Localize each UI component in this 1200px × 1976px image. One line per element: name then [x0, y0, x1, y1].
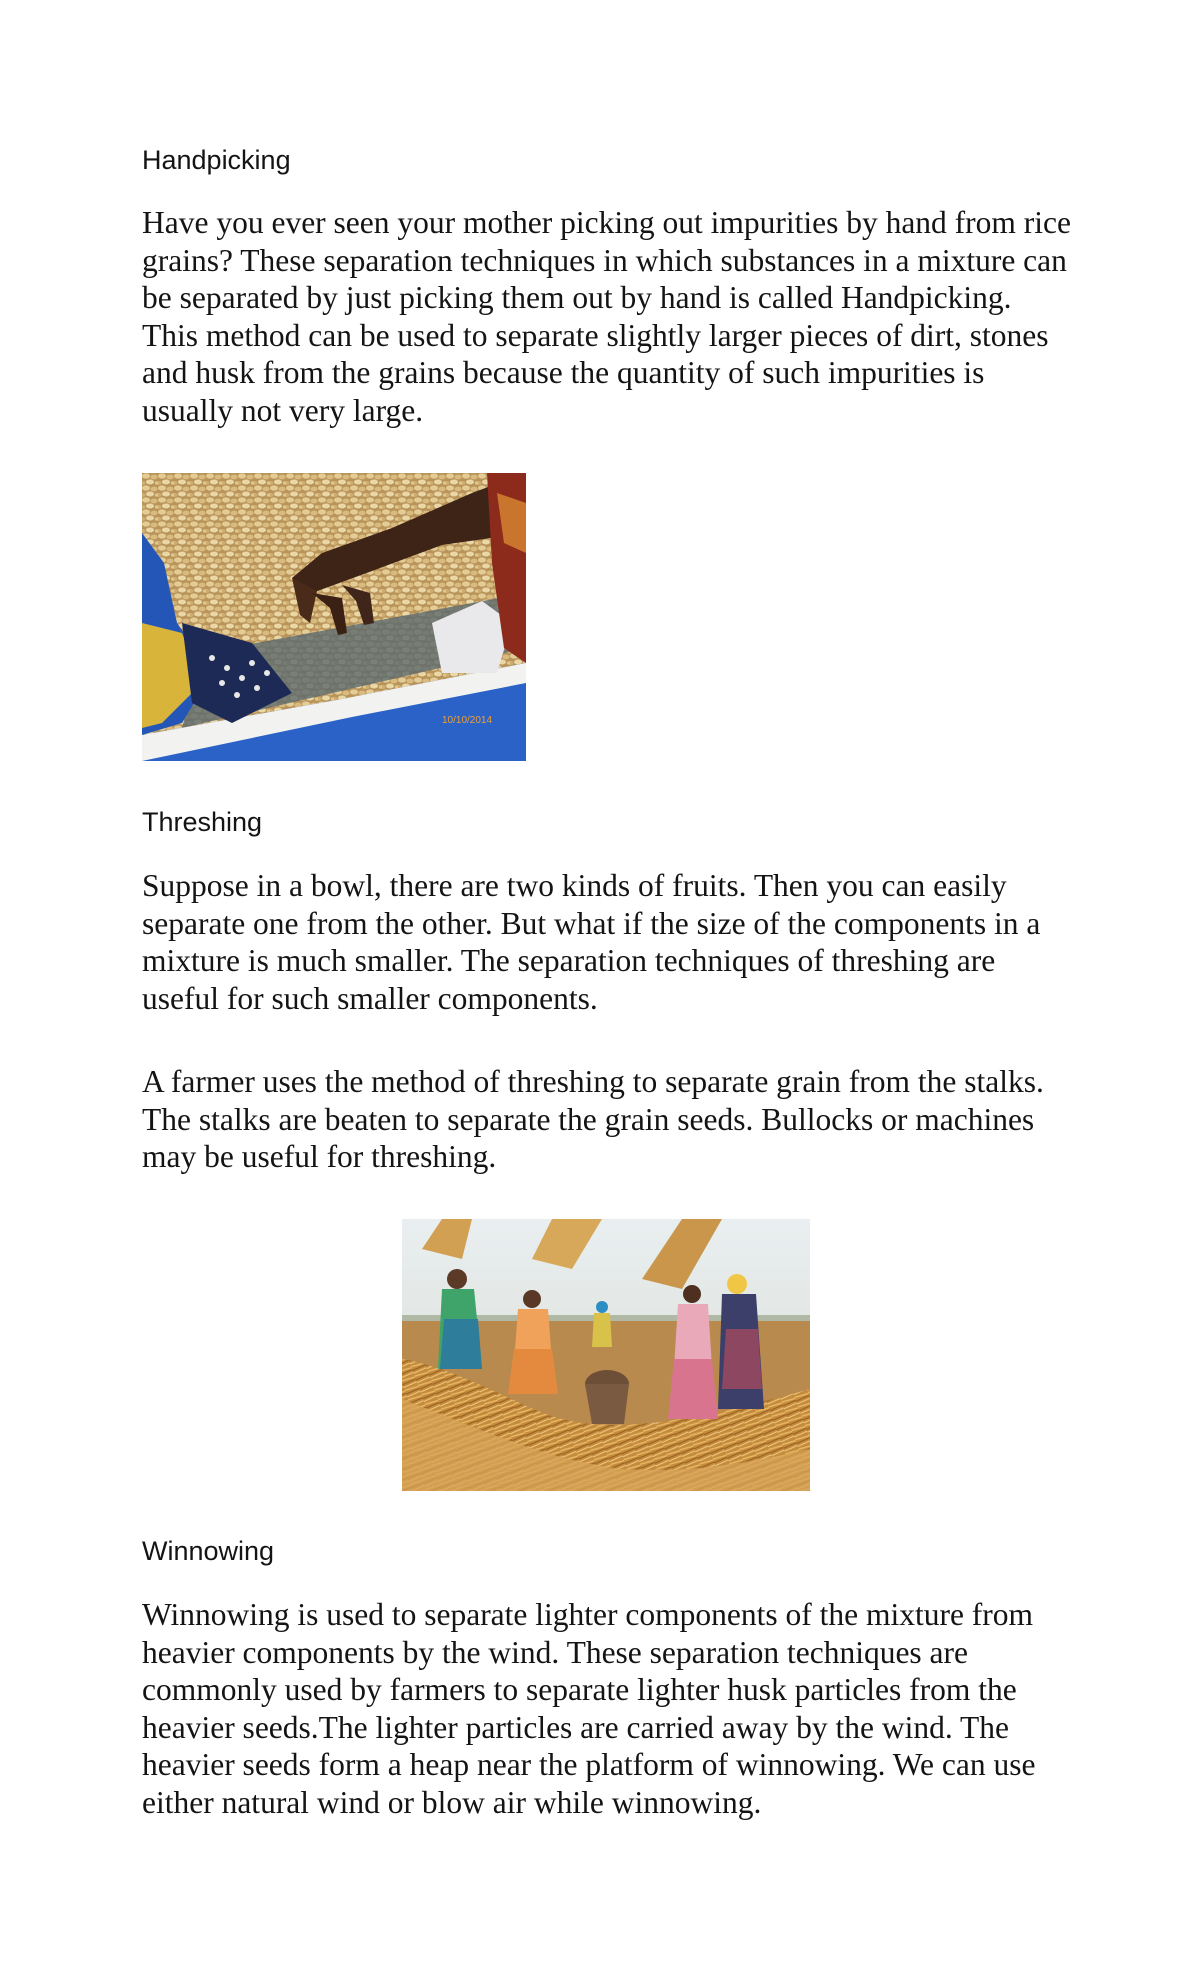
heading-winnowing: Winnowing — [142, 1536, 275, 1566]
heading-handpicking: Handpicking — [142, 145, 291, 175]
paragraph-handpicking: Have you ever seen your mother picking out impurities by hand from rice grains? These separation techniques in which substances in a mixture can be separated by just picking them out by hand is called Handpicking. This method can be used to separate slightly larger pieces of dirt, stones and husk from the grains because the quantity of such impurities is usually not very large. — [142, 205, 1071, 428]
paragraph-threshing-2: A farmer uses the method of threshing to separate grain from the stalks. The stalks are beaten to separate the grain seeds. Bullocks or machines may be useful for threshing. — [142, 1064, 1044, 1174]
paragraph-threshing-1: Suppose in a bowl, there are two kinds of fruits. Then you can easily separate one from the other. But what if the size of the components in a mixture is much smaller. The separation techniques of threshing are useful for such smaller components. — [142, 868, 1041, 1016]
heading-threshing: Threshing — [142, 807, 263, 837]
threshing-photo — [402, 1219, 810, 1491]
photo-date-stamp: 10/10/2014 — [442, 715, 493, 726]
handpicking-photo — [142, 473, 526, 761]
paragraph-winnowing: Winnowing is used to separate lighter components of the mixture from heavier components by the wind. These separation techniques are commonly used by farmers to separate lighter husk particles from the heavier seeds.The lighter particles are carried away by the wind. The heavier seeds form a heap near the platform of winnowing. We can use either natural wind or blow air while winnowing. — [142, 1597, 1036, 1820]
